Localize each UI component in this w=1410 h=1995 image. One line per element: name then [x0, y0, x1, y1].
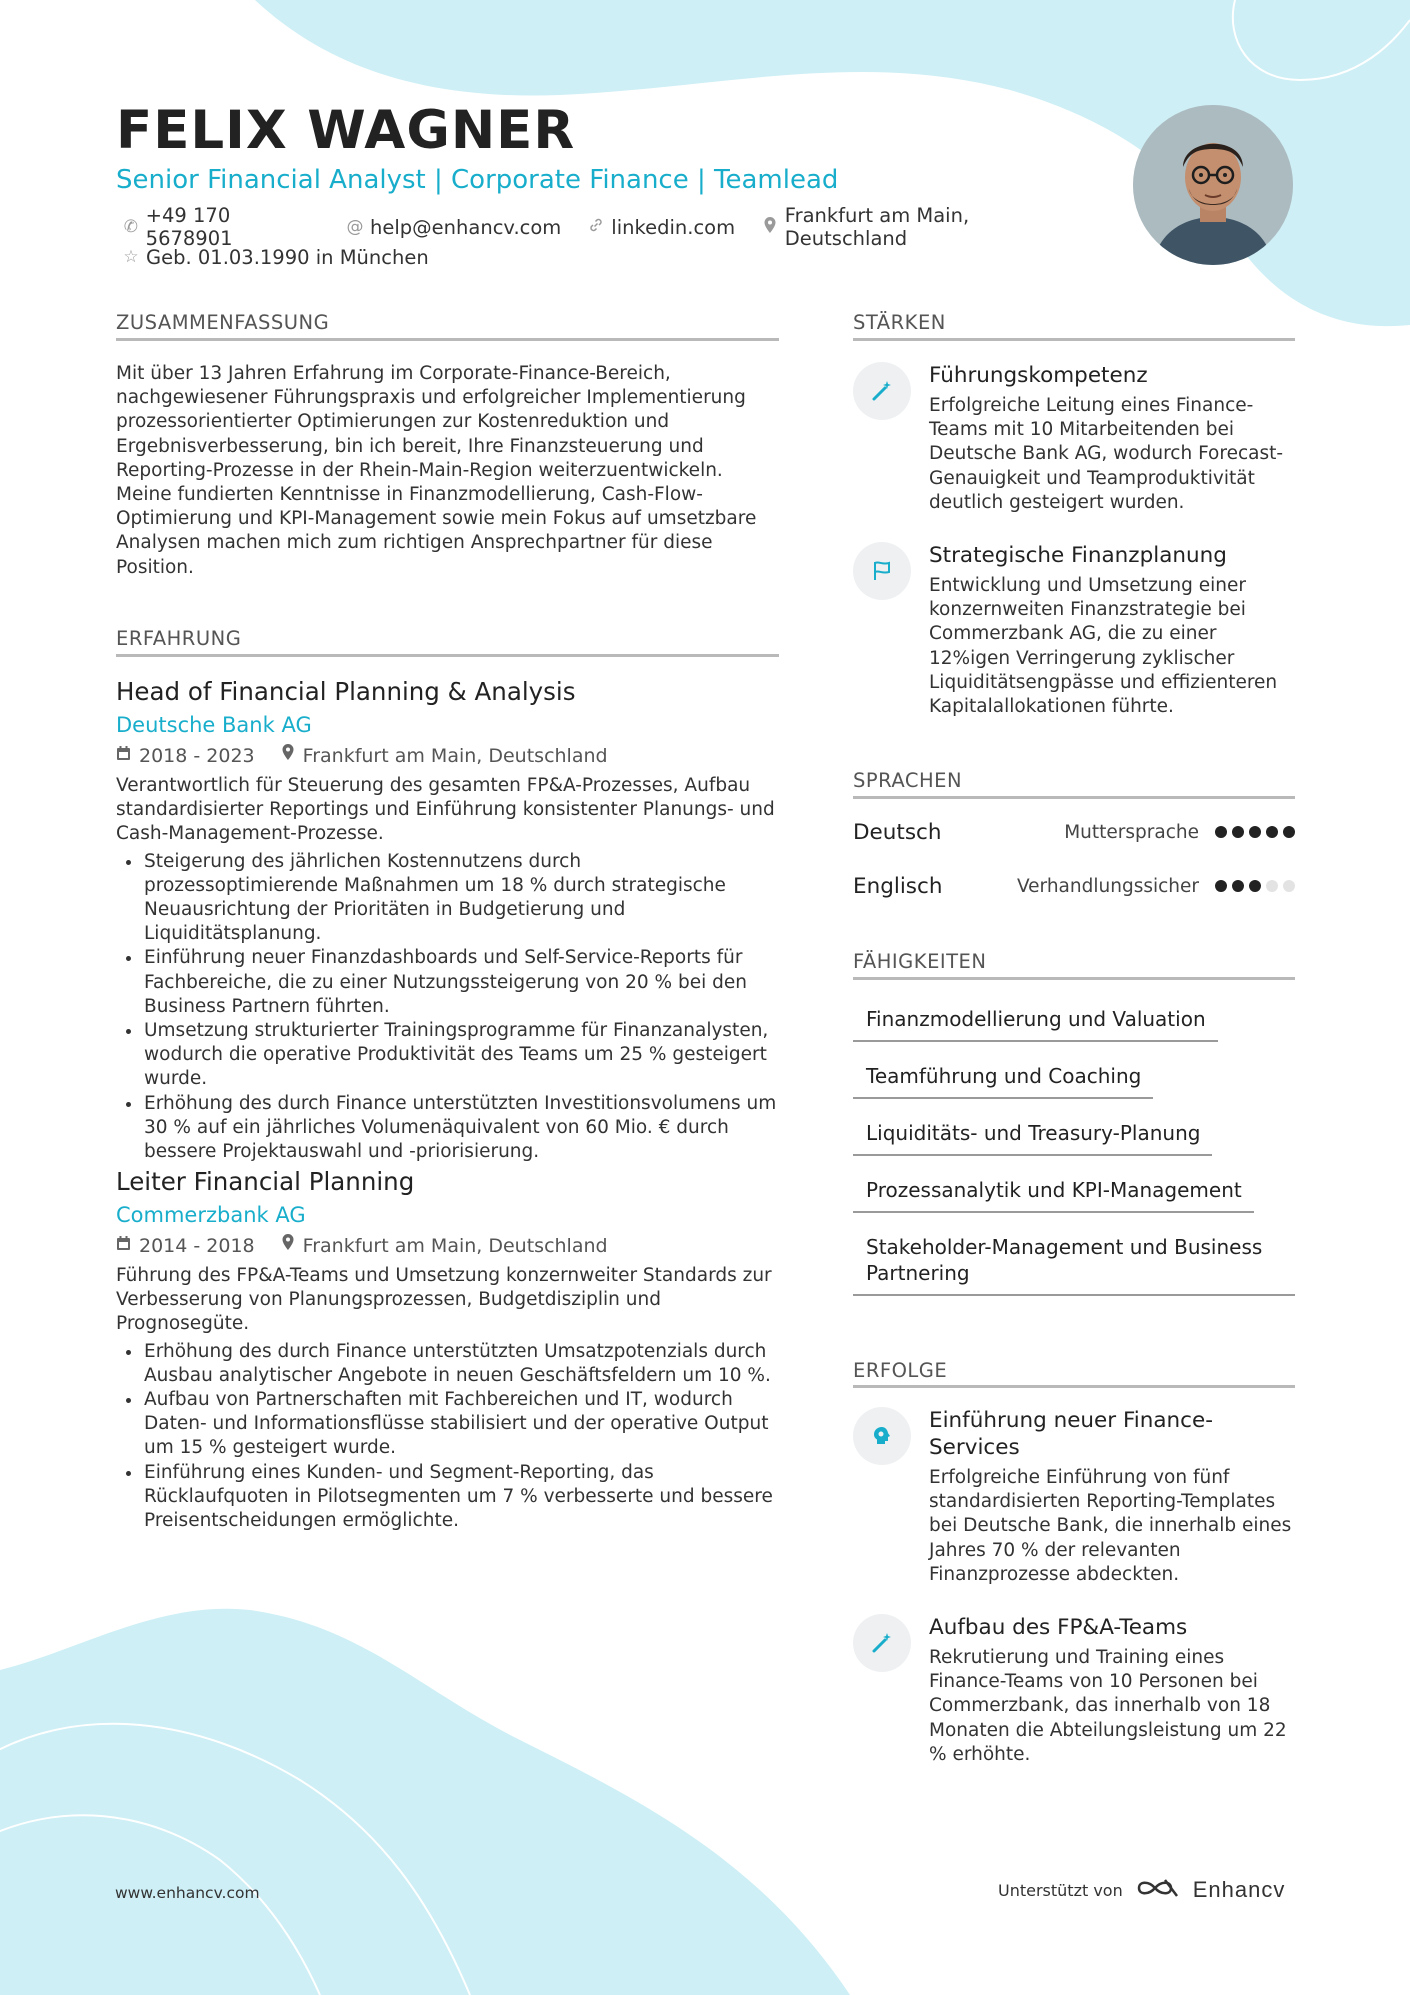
rating-dot — [1215, 826, 1227, 838]
link-icon — [587, 217, 605, 238]
profile-photo — [1133, 105, 1293, 265]
language-row — [853, 871, 1295, 901]
job-bullets — [116, 850, 779, 1165]
section-divider — [853, 796, 1295, 799]
section-title-experience: ERFAHRUNG — [116, 627, 242, 650]
enhancv-logo-icon — [1135, 1876, 1181, 1904]
strength-title: Strategische Finanzplanung — [929, 543, 1227, 568]
strength-item — [853, 362, 1295, 515]
job-description: Führung des FP&A-Teams und Umsetzung konzernweiter Standards zur Verbesserung von Planungsprozessen, Budgetdisziplin und Prognosegüte. — [116, 1265, 772, 1335]
contact-email[interactable]: @ help@enhancv.com — [346, 215, 562, 239]
rating-dot — [1249, 826, 1261, 838]
job-meta — [116, 742, 779, 770]
rating-dot — [1283, 880, 1295, 892]
job-title: Head of Financial Planning & Analysis — [116, 677, 576, 706]
job-entry — [116, 676, 779, 1164]
calendar-icon — [116, 742, 131, 770]
rating-dot — [1249, 880, 1261, 892]
language-name: Deutsch — [853, 819, 942, 845]
section-title-languages: SPRACHEN — [853, 769, 963, 792]
strength-text: Erfolgreiche Leitung eines Finance-Teams mit 10 Mitarbeitenden bei Deutsche Bank AG, wodurch Forecast-Genauigkeit und Teamproduktivität deutlich gesteigert wurden. — [929, 395, 1284, 513]
job-company: Deutsche Bank AG — [116, 713, 312, 737]
flag-icon — [853, 542, 911, 600]
section-divider — [853, 1385, 1295, 1388]
achievement-text: Erfolgreiche Einführung von fünf standardisierten Reporting-Templates bei Deutsche Bank, die innerhalb eines Jahres 70 % der relevanten Finanzprozesse abdeckten. — [929, 1467, 1292, 1585]
language-row — [853, 817, 1295, 847]
job-meta — [116, 1232, 779, 1260]
calendar-icon — [116, 1232, 131, 1260]
section-title-summary: ZUSAMMENFASSUNG — [116, 311, 330, 334]
achievement-title: Aufbau des FP&A-Teams — [929, 1615, 1188, 1640]
rating-dot — [1232, 826, 1244, 838]
language-rating — [1215, 880, 1295, 892]
language-level: Verhandlungssicher — [1016, 875, 1199, 897]
rating-dot — [1266, 880, 1278, 892]
location-icon — [761, 216, 779, 239]
rating-dot — [1215, 880, 1227, 892]
list-item: • Aufbau von Partnerschaften mit Fachbereichen und IT, wodurch Daten- und Informationsflüsse stabilisiert und der operative Output um 15 % gesteigert wurde. — [143, 1388, 779, 1461]
language-level: Muttersprache — [1064, 821, 1199, 843]
contact-birth: ☆ Geb. 01.03.1990 in München — [123, 245, 429, 269]
list-item: • Erhöhung des durch Finance unterstützten Umsatzpotenzials durch Ausbau analytischer Angebote in neuen Geschäftsfeldern um 10 %. — [143, 1340, 779, 1388]
skill-tag: Prozessanalytik und KPI-Management — [853, 1177, 1254, 1213]
contact-phone: ✆ +49 170 5678901 — [123, 204, 233, 250]
job-title: Leiter Financial Planning — [116, 1167, 415, 1196]
job-description: Verantwortlich für Steuerung des gesamten FP&A-Prozesses, Aufbau standardisierter Reportings und Einführung konsistenter Planungs- und Cash-Management-Prozesse. — [116, 775, 775, 845]
achievement-item — [853, 1407, 1295, 1587]
job-location: Frankfurt am Main, Deutschland — [302, 745, 608, 767]
candidate-name: FELIX WAGNER — [116, 100, 576, 161]
section-divider — [116, 654, 779, 657]
skill-tag: Teamführung und Coaching — [853, 1063, 1153, 1099]
achievement-text: Rekrutierung und Training eines Finance-Teams von 10 Personen bei Commerzbank, das innerhalb von 18 Monaten die Abteilungsleistung um 22 % erhöhte. — [929, 1647, 1287, 1765]
rating-dot — [1266, 826, 1278, 838]
achievement-title: Einführung neuer Finance-Services — [929, 1408, 1213, 1460]
list-item: • Einführung eines Kunden- und Segment-Reporting, das Rücklaufquoten in Pilotsegmenten um 7 % verbesserte und bessere Preisentscheidungen ermöglichte. — [143, 1461, 779, 1534]
list-item: • Einführung neuer Finanzdashboards und Self-Service-Reports für Fachbereiche, die zu einer Nutzungssteigerung von 20 % bei den Business Partnern führten. — [143, 946, 779, 1019]
contact-info — [122, 204, 1092, 272]
powered-by-label: Unterstützt von — [998, 1880, 1123, 1900]
job-company: Commerzbank AG — [116, 1203, 306, 1227]
location-icon — [281, 1232, 295, 1260]
footer-branding — [998, 1876, 1285, 1904]
section-divider — [116, 338, 779, 341]
star-icon: ☆ — [123, 247, 139, 267]
skill-tag: Finanzmodellierung und Valuation — [853, 1006, 1218, 1042]
job-period: 2018 - 2023 — [139, 745, 255, 767]
strength-item — [853, 542, 1295, 719]
strength-text: Entwicklung und Umsetzung einer konzernweiten Finanzstrategie bei Commerzbank AG, die zu einer 12%igen Verringerung zyklischer Liquiditätsengpässe und effizienteren Kapitalallokationen führte. — [929, 575, 1278, 718]
magic-wand-icon — [853, 1614, 911, 1672]
section-title-skills: FÄHIGKEITEN — [853, 950, 987, 973]
job-period: 2014 - 2018 — [139, 1235, 255, 1257]
brand-name: Enhancv — [1192, 1877, 1286, 1902]
rating-dot — [1283, 826, 1295, 838]
phone-icon: ✆ — [123, 217, 138, 237]
list-item: • Erhöhung des durch Finance unterstützten Investitionsvolumens um 30 % auf ein jährliches Volumenäquivalent von 60 Mio. € durch bessere Projektauswahl und -priorisierung. — [143, 1092, 779, 1165]
job-entry — [116, 1166, 779, 1533]
contact-linkedin[interactable]: linkedin.com — [587, 216, 735, 239]
section-divider — [853, 338, 1295, 341]
skill-tag: Stakeholder-Management und Business Partnering — [853, 1234, 1295, 1296]
headline: Senior Financial Analyst | Corporate Finance | Teamlead — [116, 165, 839, 195]
at-icon: @ — [346, 217, 364, 237]
job-bullets — [116, 1340, 779, 1534]
rating-dot — [1232, 880, 1244, 892]
job-location: Frankfurt am Main, Deutschland — [302, 1235, 608, 1257]
list-item: • Steigerung des jährlichen Kostennutzens durch prozessoptimierende Maßnahmen um 18 % durch strategische Neuausrichtung der Prioritäten in Budgetierung und Liquiditätsplanung. — [143, 850, 779, 947]
language-rating — [1215, 826, 1295, 838]
section-title-strengths: STÄRKEN — [853, 311, 946, 334]
magic-wand-icon — [853, 362, 911, 420]
contact-location: Frankfurt am Main, Deutschland — [761, 204, 1092, 250]
skill-tag: Liquiditäts- und Treasury-Planung — [853, 1120, 1212, 1156]
language-name: Englisch — [853, 873, 943, 899]
section-title-achievements: ERFOLGE — [853, 1359, 948, 1382]
location-icon — [281, 742, 295, 770]
summary-text: Mit über 13 Jahren Erfahrung im Corporate-Finance-Bereich, nachgewiesener Führungspraxis und erfolgreicher Implementierung prozessorientierter Optimierungen zur Kostenreduktion und Ergebnisverbesserung, bin ich bereit, Ihre Finanzsteuerung und Reporting-Prozesse in der Rhein-Main-Region weiterzuentwickeln. Meine fundierten Kenntnisse in Finanzmodellierung, Cash-Flow-Optimierung und KPI-Management sowie mein Fokus auf umsetzbare Analysen machen mich zum richtigen Ansprechpartner für diese Position. — [116, 363, 757, 578]
strength-title: Führungskompetenz — [929, 363, 1148, 388]
achievement-item — [853, 1614, 1295, 1767]
list-item: • Umsetzung strukturierter Trainingsprogramme für Finanzanalysten, wodurch die operative Produktivität des Teams um 25 % gesteigert wurde. — [143, 1019, 779, 1092]
footer-website[interactable]: www.enhancv.com — [115, 1884, 260, 1902]
lightbulb-head-icon — [853, 1407, 911, 1465]
section-divider — [853, 977, 1295, 980]
